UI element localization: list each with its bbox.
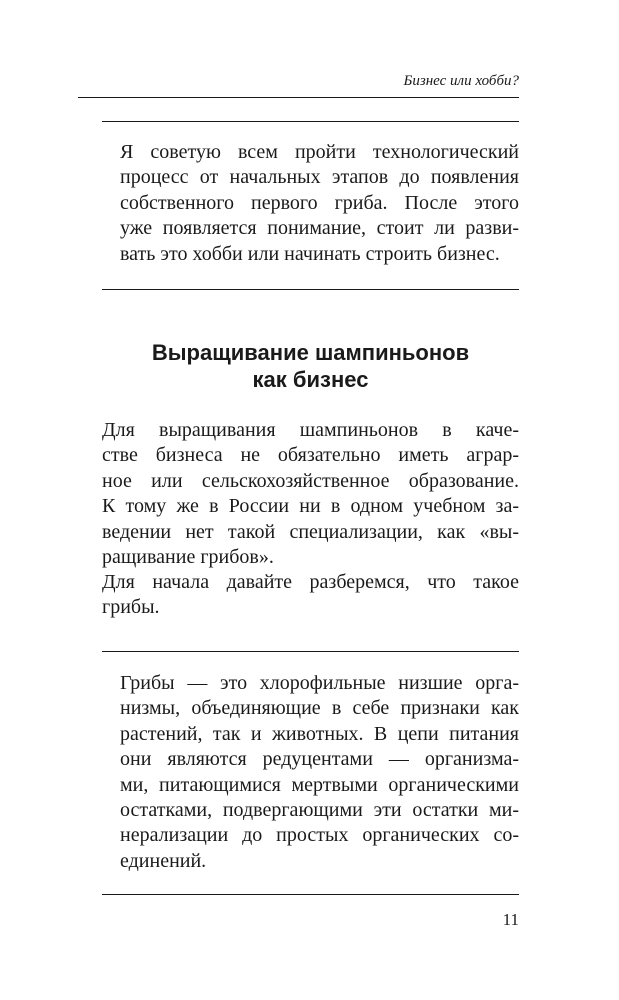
callout-2-line: растений, так и животных. В цепи питания bbox=[120, 722, 519, 745]
paragraph-2 bbox=[102, 570, 519, 621]
paragraph-1-line: Для выращивания шампиньонов в каче- bbox=[102, 419, 519, 441]
header-rule bbox=[78, 97, 519, 98]
running-head: Бизнес или хобби? bbox=[403, 73, 519, 89]
paragraph-1-line: К тому же в России ни в одном учебном за- bbox=[102, 495, 519, 518]
paragraph-1-line: стве бизнеса не обязательно иметь аграр- bbox=[102, 444, 519, 467]
paragraph-2-line: грибы. bbox=[102, 596, 160, 619]
callout-1-line: процесс от начальных этапов до появления bbox=[120, 166, 519, 189]
section-title bbox=[102, 339, 519, 393]
paragraph-1 bbox=[102, 418, 519, 570]
callout-2-line: Грибы — это хлорофильные низшие орга- bbox=[120, 672, 519, 694]
callout-1-top-rule bbox=[102, 121, 519, 122]
callout-2-line: они являются редуцентами — организма- bbox=[120, 748, 519, 771]
callout-2-line: низмы, объединяющие в себе признаки как bbox=[120, 697, 519, 720]
section-title-line-1: Выращивание шампиньонов bbox=[151, 340, 470, 365]
callout-2-line: нерализации до простых органических со- bbox=[120, 824, 519, 847]
paragraph-1-line: ращивание грибов». bbox=[102, 546, 274, 569]
paragraph-1-line: ведении нет такой специализации, как «вы- bbox=[102, 520, 519, 543]
callout-2-line: ми, питающимися мертвыми органическими bbox=[120, 773, 519, 796]
callout-1 bbox=[120, 140, 519, 267]
callout-2-line: единений. bbox=[120, 849, 207, 872]
callout-1-line: уже появляется понимание, стоит ли разви- bbox=[120, 217, 519, 240]
callout-2-top-rule bbox=[102, 651, 519, 652]
section-title-line-2: как бизнес bbox=[252, 367, 369, 392]
callout-2-line: остатками, подвергающими эти остатки ми- bbox=[120, 799, 519, 822]
page-number: 11 bbox=[502, 910, 519, 929]
paragraph-1-line: ное или сельскохозяйственное образование. bbox=[102, 469, 519, 492]
callout-1-line: вать это хобби или начинать строить бизнес. bbox=[120, 242, 500, 265]
callout-1-bottom-rule bbox=[102, 289, 519, 290]
paragraph-2-line: Для начала давайте разберемся, что такое bbox=[102, 571, 519, 593]
callout-1-line: собственного первого гриба. После этого bbox=[120, 191, 519, 214]
callout-2-bottom-rule bbox=[102, 894, 519, 895]
callout-2 bbox=[120, 671, 519, 874]
callout-1-line: Я советую всем пройти технологический bbox=[120, 141, 519, 163]
